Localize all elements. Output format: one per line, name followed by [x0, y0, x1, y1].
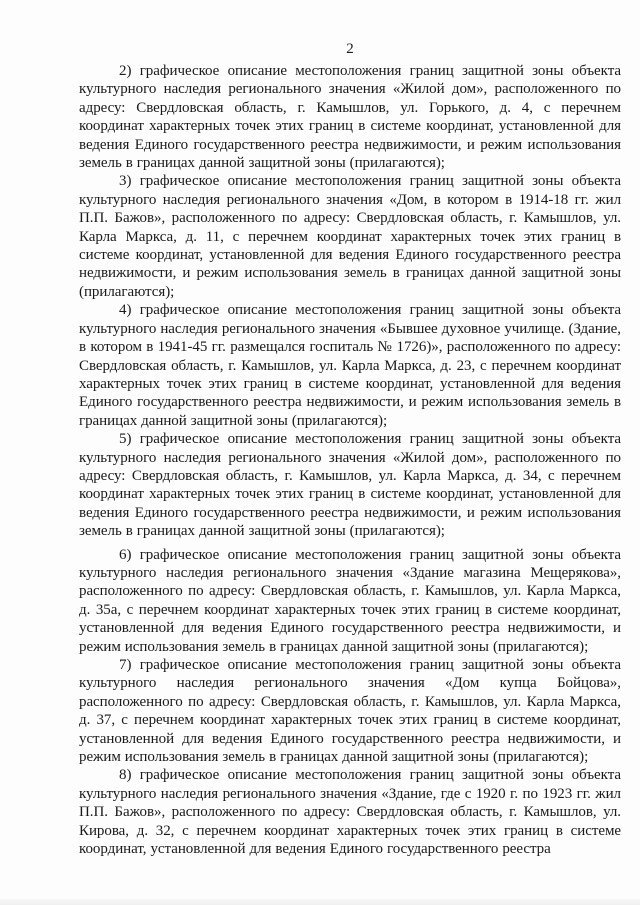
document-body — [79, 62, 621, 858]
paragraph-item-7: 7) графическое описание местоположения границ защитной зоны объекта культурного наследия регионального значения «Дом купца Бойцова», расположенного по адресу: Свердловская область, г. Камышлов, ул. Карла Маркса, д. 37, с перечнем координат характерных точек этих границ в системе координат, установленной для ведения Единого государственного реестра недвижимости, и режим использования земель в границах данной защитной зоны (прилагаются); — [79, 657, 621, 766]
paragraph-item-3: 3) графическое описание местоположения границ защитной зоны объекта культурного наследия регионального значения «Дом, в котором в 1914-18 гг. жил П.П. Бажов», расположенного по адресу: Свердловская область, г. Камышлов, ул. Карла Маркса, д. 11, с перечнем координат характерных точек этих границ в системе координат, установленной для ведения Единого государственного реестра недвижимости, и режим использования земель в границах данной защитной зоны (прилагаются); — [79, 173, 621, 300]
paragraph-item-4: 4) графическое описание местоположения границ защитной зоны объекта культурного наследия регионального значения «Бывшее духовное училище. (Здание, в котором в 1941-45 гг. размещался госпиталь № 1726)», расположенного по адресу: Свердловская область, г. Камышлов, ул. Карла Маркса, д. 23, с перечнем координат характерных точек этих границ в системе координат, установленной для ведения Единого государственного реестра недвижимости, и режим использования земель в границах данной защитной зоны (прилагаются); — [79, 302, 621, 429]
scan-bottom-edge — [0, 899, 640, 905]
paragraph-item-8: 8) графическое описание местоположения границ защитной зоны объекта культурного наследия регионального значения «Здание, где с 1920 г. по 1923 гг. жил П.П. Бажов», расположенного по адресу: Свердловская область, г. Камышлов, ул. Кирова, д. 32, с перечнем координат характерных точек этих границ в системе координат, установленной для ведения Единого государственного реестра — [79, 767, 621, 858]
paragraph-item-5: 5) графическое описание местоположения границ защитной зоны объекта культурного наследия регионального значения «Жилой дом», расположенного по адресу: Свердловская область, г. Камышлов, ул. Карла Маркса, д. 34, с перечнем координат характерных точек этих границ в системе координат, установленной для ведения Единого государственного реестра недвижимости, и режим использования земель в границах данной защитной зоны (прилагаются); — [79, 431, 621, 540]
paragraph-item-2: 2) графическое описание местоположения границ защитной зоны объекта культурного наследия регионального значения «Жилой дом», расположенного по адресу: Свердловская область, г. Камышлов, ул. Горького, д. 4, с перечнем координат характерных точек этих границ в системе координат, установленной для ведения Единого государственного реестра недвижимости, и режим использования земель в границах данной защитной зоны (прилагаются); — [79, 63, 621, 172]
page-number: 2 — [346, 41, 354, 57]
paragraph-item-6: 6) графическое описание местоположения границ защитной зоны объекта культурного наследия регионального значения «Здание магазина Мещерякова», расположенного по адресу: Свердловская область, г. Камышлов, ул. Карла Маркса, д. 35а, с перечнем координат характерных точек этих границ в системе координат, установленной для ведения Единого государственного реестра недвижимости, и режим использования земель в границах данной защитной зоны (прилагаются); — [79, 546, 621, 655]
